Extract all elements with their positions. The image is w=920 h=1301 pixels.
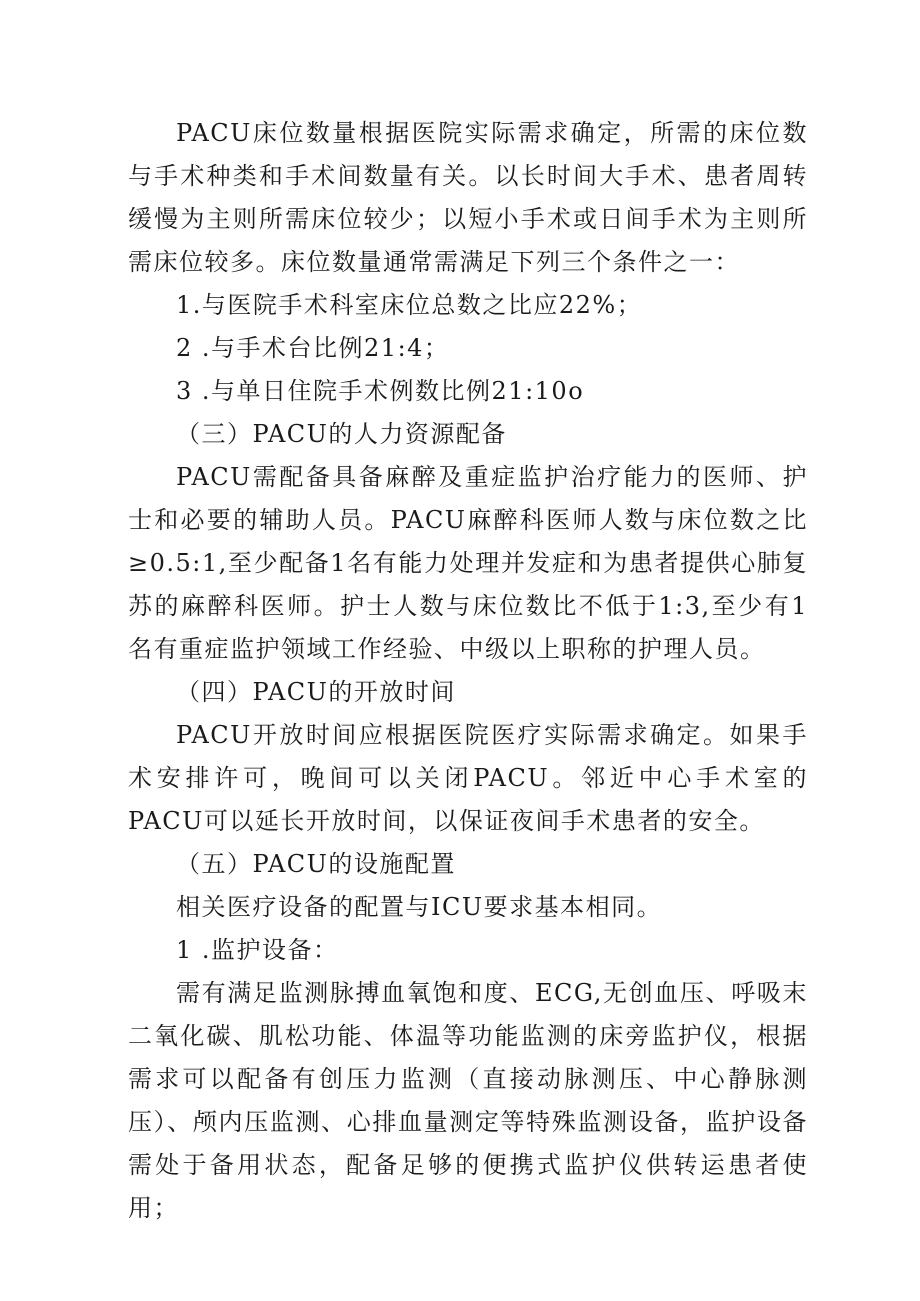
paragraph-monitoring: 需有满足监测脉搏血氧饱和度、ECG,无创血压、呼吸末二氧化碳、肌松功能、体温等功能监测的床旁监护仪，根据需求可以配备有创压力监测（直接动脉测压、中心静脉测压）、颅内压监测、心排血量测定等特殊监测设备，监护设备需处于备用状态，配备足够的便携式监护仪供转运患者使用；	[128, 979, 808, 1222]
subheading-monitoring: 1 .监护设备：	[176, 936, 339, 964]
section-heading-staffing: （三）PACU的人力资源配备	[176, 420, 507, 448]
list-item-condition-3: 3 .与单日住院手术例数比例21:10o	[176, 377, 585, 405]
paragraph-staffing: PACU需配备具备麻醉及重症监护治疗能力的医师、护士和必要的辅助人员。PACU麻醉科医师人数与床位数之比≥0.5:1,至少配备1名有能力处理并发症和为患者提供心肺复苏的麻醉科医师。护士人数与床位数比不低于1:3,至少有1名有重症监护领域工作经验、中级以上职称的护理人员。	[128, 463, 808, 663]
paragraph-bed-count: PACU床位数量根据医院实际需求确定，所需的床位数与手术种类和手术间数量有关。以长时间大手术、患者周转缓慢为主则所需床位较少；以短小手术或日间手术为主则所需床位较多。床位数量通常需满足下列三个条件之一：	[128, 119, 808, 276]
paragraph-facilities: 相关医疗设备的配置与ICU要求基本相同。	[176, 893, 663, 921]
paragraph-opening-hours: PACU开放时间应根据医院医疗实际需求确定。如果手术安排许可，晚间可以关闭PACU。邻近中心手术室的PACU可以延长开放时间，以保证夜间手术患者的安全。	[128, 721, 808, 835]
list-item-condition-1: 1.与医院手术科室床位总数之比应22%；	[176, 291, 643, 319]
list-item-condition-2: 2 .与手术台比例21:4；	[176, 334, 450, 362]
section-heading-facilities: （五）PACU的设施配置	[176, 850, 456, 878]
document-body	[128, 112, 808, 1230]
section-heading-opening-hours: （四）PACU的开放时间	[176, 678, 456, 706]
